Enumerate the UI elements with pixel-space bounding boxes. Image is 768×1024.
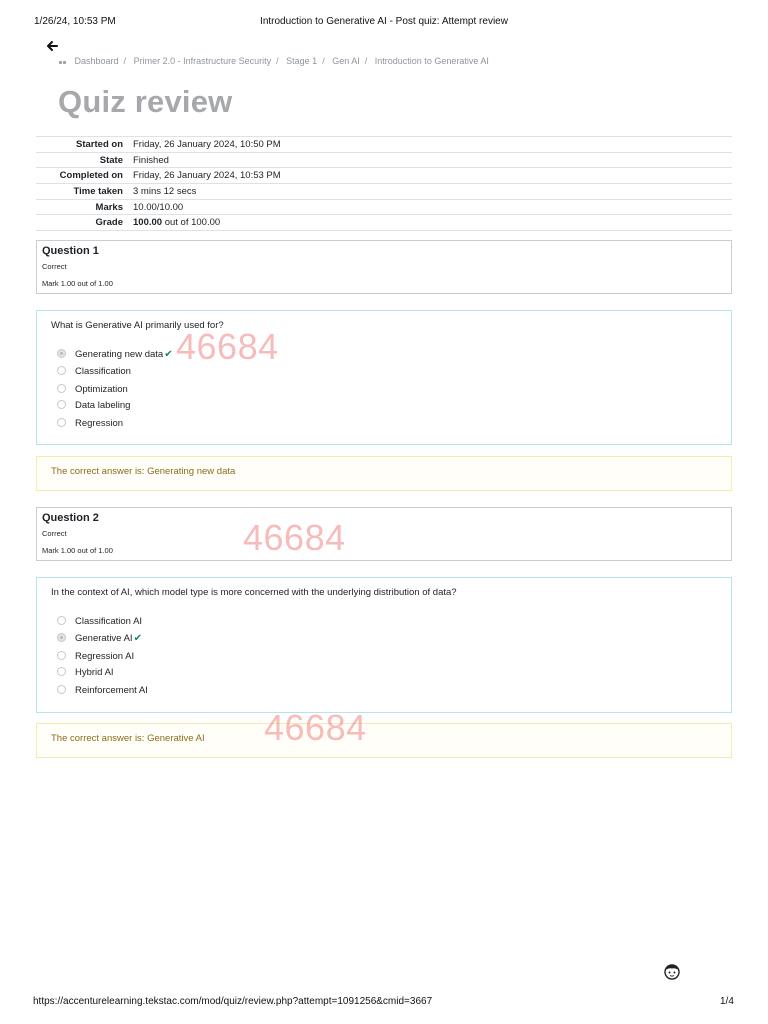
question-2-feedback xyxy=(36,723,732,758)
print-footer-url: https://accenturelearning.tekstac.com/mod/quiz/review.php?attempt=1091256&cmid=3667 xyxy=(33,996,433,1007)
question-mark: Mark 1.00 out of 1.00 xyxy=(42,546,113,555)
summary-value xyxy=(132,217,220,228)
question-text: What is Generative AI primarily used for? xyxy=(51,320,224,331)
breadcrumb-dashboard[interactable]: Dashboard xyxy=(74,56,119,66)
answer-option[interactable] xyxy=(57,384,128,396)
radio-icon[interactable] xyxy=(57,667,66,676)
option-label: Regression xyxy=(75,418,124,429)
watermark: 46684 xyxy=(243,517,346,558)
question-title: Question 1 xyxy=(42,245,99,257)
option-label: Reinforcement AI xyxy=(75,685,148,696)
radio-icon[interactable] xyxy=(57,418,66,427)
question-title: Question 2 xyxy=(42,512,99,524)
answer-option[interactable] xyxy=(57,366,131,378)
breadcrumb-separator: / xyxy=(322,56,325,66)
summary-row-marks xyxy=(36,200,732,216)
radio-icon[interactable] xyxy=(57,384,66,393)
correct-answer-text: The correct answer is: Generative AI xyxy=(51,733,205,744)
breadcrumb-course[interactable]: Primer 2.0 - Infrastructure Security xyxy=(133,56,272,66)
avatar-icon[interactable] xyxy=(663,962,681,980)
option-label: Classification xyxy=(75,366,131,377)
check-icon: ✔ xyxy=(164,349,173,360)
grade-value: 100.00 xyxy=(133,217,163,229)
option-label: Optimization xyxy=(75,384,128,395)
radio-icon[interactable] xyxy=(57,616,66,625)
summary-value: 10.00/10.00 xyxy=(133,201,184,213)
question-mark: Mark 1.00 out of 1.00 xyxy=(42,279,113,288)
watermark: 46684 xyxy=(264,707,367,748)
question-2-info xyxy=(36,507,732,561)
print-datetime: 1/26/24, 10:53 PM xyxy=(34,16,116,27)
radio-selected-icon[interactable] xyxy=(57,349,66,358)
summary-row-state xyxy=(36,153,732,169)
print-header xyxy=(34,16,734,30)
answer-option[interactable] xyxy=(57,667,114,679)
question-2-content xyxy=(36,577,732,713)
breadcrumb-stage[interactable]: Stage 1 xyxy=(286,56,318,66)
summary-label: Grade xyxy=(95,217,123,229)
answer-option[interactable] xyxy=(57,349,173,361)
radio-selected-icon[interactable] xyxy=(57,633,66,642)
summary-label: Marks xyxy=(95,201,123,213)
summary-row-time-taken xyxy=(36,184,732,200)
summary-label: State xyxy=(99,154,123,166)
answer-option[interactable] xyxy=(57,685,148,697)
radio-icon[interactable] xyxy=(57,685,66,694)
question-state: Correct xyxy=(42,529,67,538)
attempt-summary-table xyxy=(36,136,732,231)
check-icon: ✔ xyxy=(133,633,142,644)
option-label: Generating new data xyxy=(75,349,164,360)
radio-icon[interactable] xyxy=(57,366,66,375)
question-1-content xyxy=(36,310,732,445)
watermark: 46684 xyxy=(176,326,279,367)
arrow-left-icon[interactable] xyxy=(46,40,60,54)
option-label: Hybrid AI xyxy=(75,667,114,678)
option-label: Generative AI xyxy=(75,633,133,644)
breadcrumb-quiz[interactable]: Introduction to Generative AI xyxy=(374,56,489,66)
breadcrumb-section[interactable]: Gen AI xyxy=(332,56,360,66)
summary-value: Friday, 26 January 2024, 10:50 PM xyxy=(133,138,281,150)
summary-row-grade xyxy=(36,215,732,231)
question-1-info xyxy=(36,240,732,294)
summary-value: Finished xyxy=(133,154,169,166)
breadcrumb-separator: / xyxy=(123,56,127,66)
page-title: Quiz review xyxy=(58,84,233,119)
breadcrumb xyxy=(58,56,489,66)
option-label: Classification AI xyxy=(75,616,143,627)
summary-label: Time taken xyxy=(73,185,123,197)
question-1-feedback xyxy=(36,456,732,491)
print-page-number: 1/4 xyxy=(720,996,734,1007)
summary-row-started xyxy=(36,137,732,153)
question-state: Correct xyxy=(42,262,67,271)
grade-total: out of 100.00 xyxy=(162,217,221,229)
answer-option[interactable] xyxy=(57,616,142,628)
option-label: Data labeling xyxy=(75,400,131,411)
breadcrumb-separator: / xyxy=(276,56,279,66)
correct-answer-text: The correct answer is: Generating new data xyxy=(51,466,236,477)
print-title: Introduction to Generative AI - Post quiz: Attempt review xyxy=(260,16,508,27)
answer-option[interactable] xyxy=(57,400,130,412)
radio-icon[interactable] xyxy=(57,651,66,660)
summary-label: Started on xyxy=(76,138,123,150)
answer-option[interactable] xyxy=(57,633,142,645)
summary-value: Friday, 26 January 2024, 10:53 PM xyxy=(133,170,281,182)
home-icon xyxy=(58,59,68,65)
breadcrumb-separator: / xyxy=(364,56,368,66)
answer-option[interactable] xyxy=(57,418,123,430)
radio-icon[interactable] xyxy=(57,400,66,409)
answer-option[interactable] xyxy=(57,651,134,663)
summary-row-completed xyxy=(36,168,732,184)
option-label: Regression AI xyxy=(75,651,135,662)
summary-label: Completed on xyxy=(59,170,123,182)
summary-value: 3 mins 12 secs xyxy=(133,185,197,197)
question-text: In the context of AI, which model type is more concerned with the underlying distribution of data? xyxy=(51,587,457,598)
